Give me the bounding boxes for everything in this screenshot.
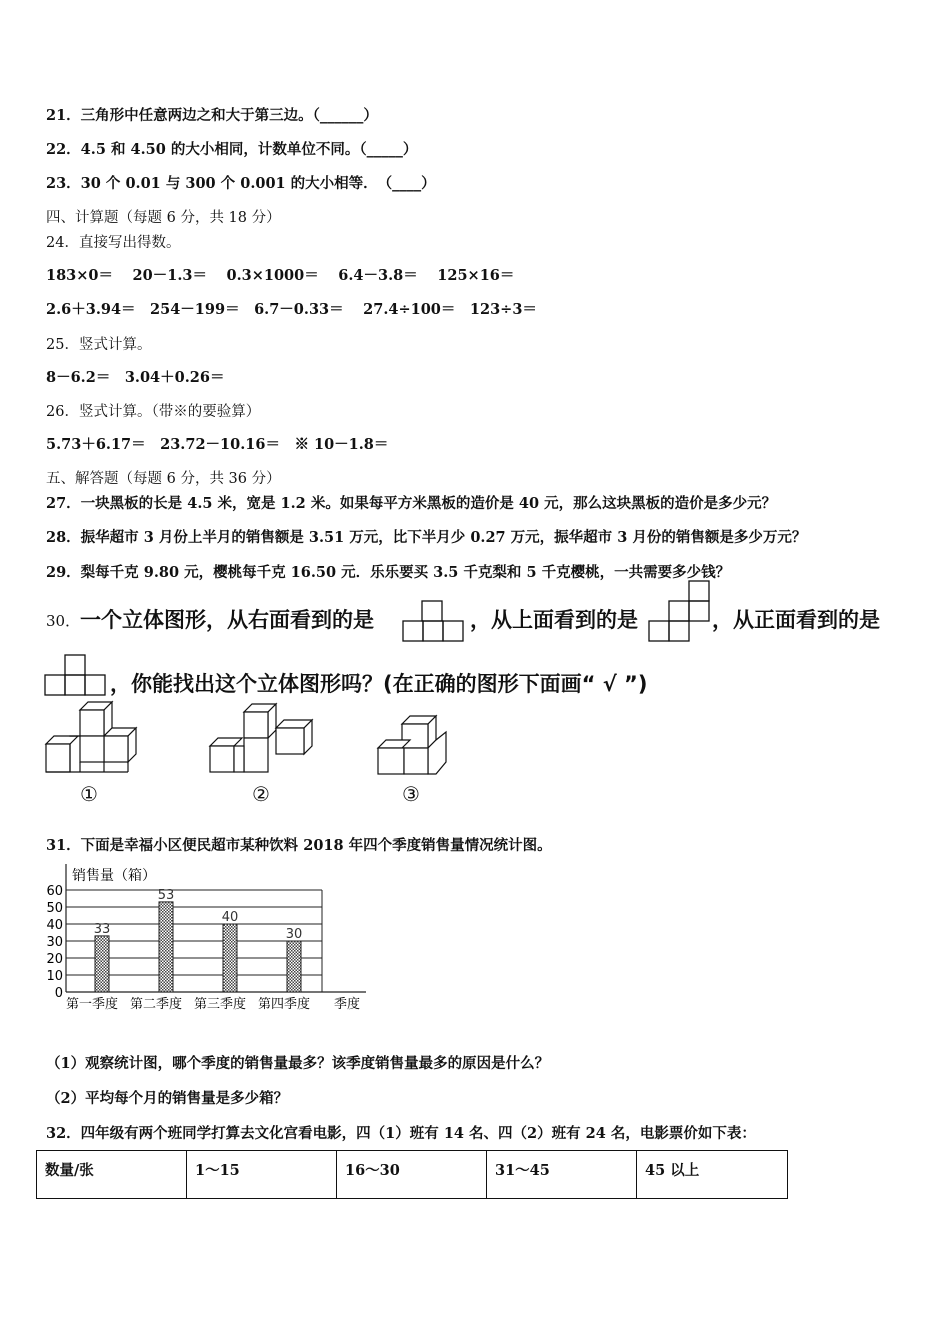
question-31-1: （1）观察统计图，哪个季度的销售量最多？该季度销售量最多的原因是什么？ xyxy=(46,1055,550,1072)
bar-第四季度 xyxy=(287,941,301,992)
chart-xlabel: 季度 xyxy=(334,997,361,1012)
q30-text-d: ，你能找出这个立体图形吗？(在正确的图形下面画“ √ ”) xyxy=(110,672,648,696)
bar-value-label: 53 xyxy=(157,887,175,903)
x-tick-label: 第四季度 xyxy=(258,997,311,1012)
y-tick-label: 20 xyxy=(46,952,63,967)
question-27: 27．一块黑板的长是 4.5 米，宽是 1.2 米。如果每平方米黑板的造价是 40 元，那么这块黑板的造价是多少元？ xyxy=(46,495,777,512)
top-view-figure xyxy=(648,580,712,642)
y-tick-label: 50 xyxy=(46,901,63,916)
table-cell: 1～15 xyxy=(187,1151,337,1198)
y-tick-label: 60 xyxy=(46,884,63,899)
sales-bar-chart xyxy=(36,860,376,1018)
option-3-label[interactable]: ③ xyxy=(402,782,420,806)
q30-text-b: ，从上面看到的是 xyxy=(470,608,638,632)
ticket-price-table xyxy=(36,1150,788,1199)
bar-第二季度 xyxy=(159,902,173,992)
bar-第一季度 xyxy=(95,936,109,992)
bar-value-label: 40 xyxy=(221,910,239,925)
x-tick-label: 第二季度 xyxy=(130,997,183,1012)
question-28: 28．振华超市 3 月份上半月的销售额是 3.51 万元，比下半月少 0.27 万元，振华超市 3 月份的销售额是多少万元？ xyxy=(46,529,807,546)
section-5-heading: 五、解答题（每题 6 分，共 36 分） xyxy=(46,471,281,487)
section-4-heading: 四、计算题（每题 6 分，共 18 分） xyxy=(46,210,281,226)
q25-row: 8－6.2＝ 3.04＋0.26＝ xyxy=(46,369,225,386)
cube-option-1 xyxy=(40,700,150,780)
question-24: 24．直接写出得数。 xyxy=(46,235,181,251)
question-32: 32．四年级有两个班同学打算去文化宫看电影，四（1）班有 14 名、四（2）班有 24 名，电影票价如下表： xyxy=(46,1125,756,1142)
y-tick-label: 10 xyxy=(46,969,63,984)
question-22: 22．4.5 和 4.50 的大小相同，计数单位不同。（_____） xyxy=(46,141,418,158)
y-tick-label: 0 xyxy=(54,986,63,1001)
y-tick-label: 40 xyxy=(46,918,63,933)
table-cell: 数量/张 xyxy=(37,1151,187,1198)
cube-option-3 xyxy=(374,710,454,780)
question-26: 26．竖式计算。（带※的要验算） xyxy=(46,404,261,420)
question-29: 29．梨每千克 9.80 元，樱桃每千克 16.50 元．乐乐要买 3.5 千克梨和 5 千克樱桃，一共需要多少钱？ xyxy=(46,564,731,581)
table-cell: 45 以上 xyxy=(645,1162,700,1179)
table-cell: 16～30 xyxy=(337,1151,487,1198)
q30-text-c: ，从正面看到的是 xyxy=(712,608,880,632)
chart-ylabel: 销售量（箱） xyxy=(72,868,156,884)
bar-value-label: 33 xyxy=(93,921,111,937)
bar-第三季度 xyxy=(223,924,237,992)
cube-option-2 xyxy=(204,700,324,780)
question-21: 21．三角形中任意两边之和大于第三边。（______） xyxy=(46,107,378,124)
question-31: 31．下面是幸福小区便民超市某种饮料 2018 年四个季度销售量情况统计图。 xyxy=(46,837,552,854)
q30-text-a: 一个立体图形，从右面看到的是 xyxy=(80,608,374,632)
front-view-figure xyxy=(44,654,108,696)
question-25: 25．竖式计算。 xyxy=(46,337,152,353)
q24-row-2: 2.6＋3.94＝ 254－199＝ 6.7－0.33＝ 27.4÷100＝ 123÷3＝ xyxy=(46,301,537,318)
q26-row: 5.73＋6.17＝ 23.72－10.16＝ ※ 10－1.8＝ xyxy=(46,436,389,453)
option-2-label[interactable]: ② xyxy=(252,782,270,806)
question-23: 23．30 个 0.01 与 300 个 0.001 的大小相等． （____） xyxy=(46,175,436,192)
q30-number: 30． xyxy=(46,612,81,630)
bar-value-label: 30 xyxy=(285,927,303,942)
option-1-label[interactable]: ① xyxy=(80,782,98,806)
x-tick-label: 第三季度 xyxy=(194,997,247,1012)
x-tick-label: 第一季度 xyxy=(66,997,119,1012)
right-view-figure xyxy=(402,600,466,642)
q24-row-1: 183×0＝ 20－1.3＝ 0.3×1000＝ 6.4－3.8＝ 125×16＝ xyxy=(46,267,515,284)
question-31-2: （2）平均每个月的销售量是多少箱？ xyxy=(46,1090,289,1107)
y-tick-label: 30 xyxy=(46,935,63,950)
table-cell: 31～45 xyxy=(487,1151,637,1198)
